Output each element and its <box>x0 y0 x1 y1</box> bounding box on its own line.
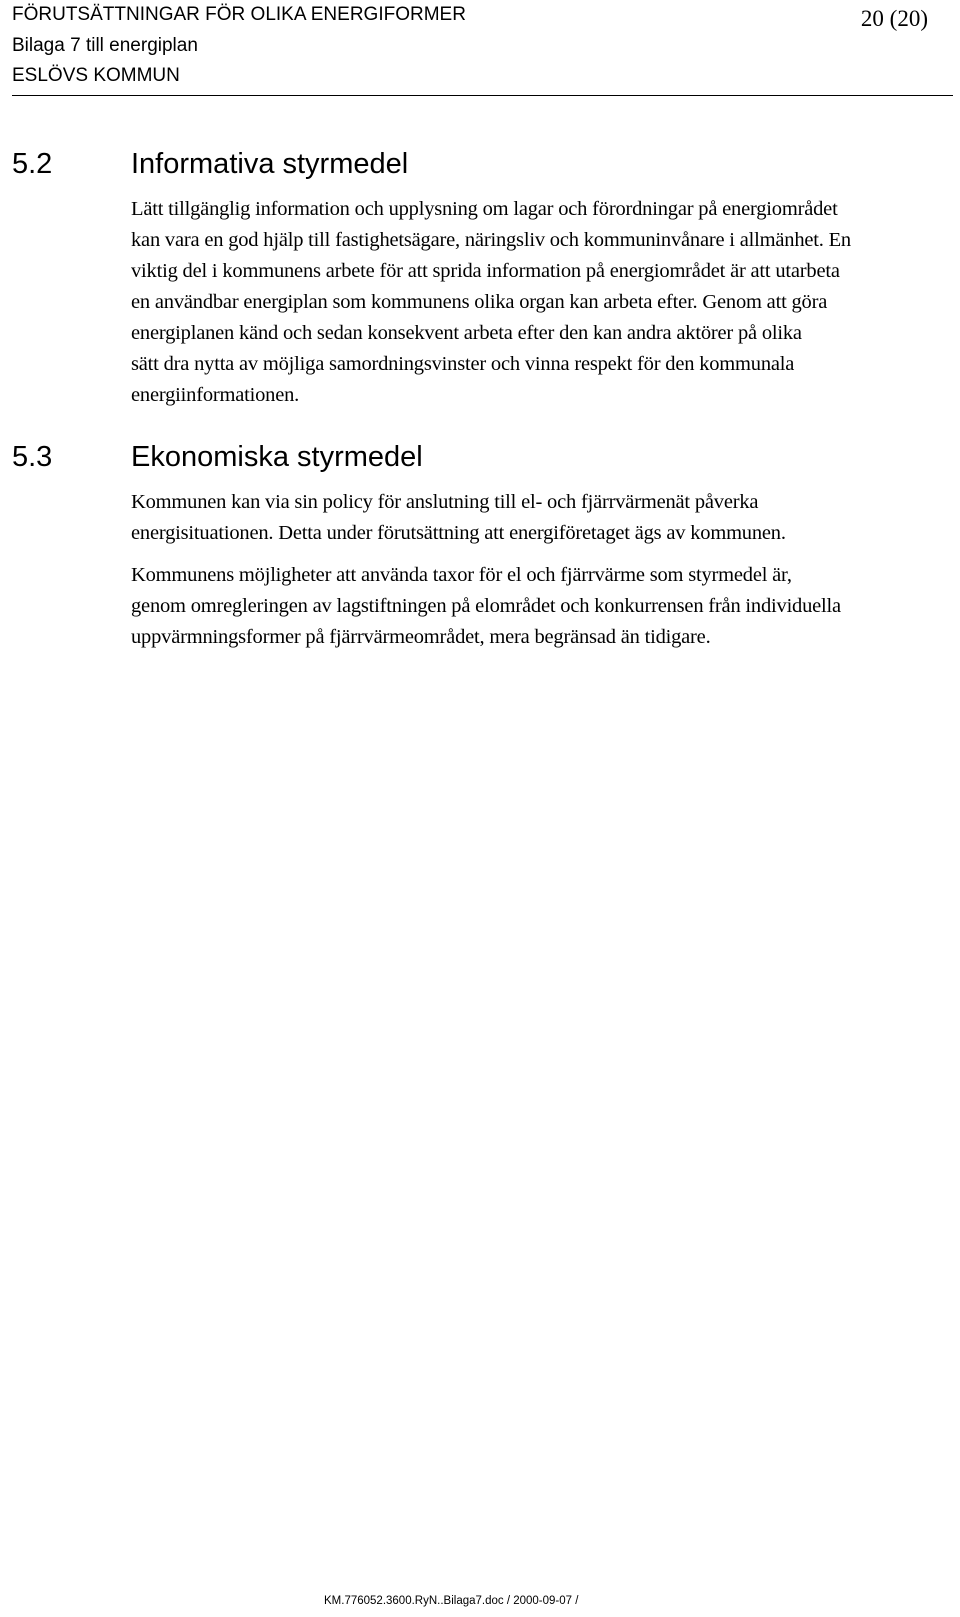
section-heading: Ekonomiska styrmedel <box>131 441 423 473</box>
text-line: energiplanen känd och sedan konsekvent arbeta efter den kan andra aktörer på olika <box>131 322 802 344</box>
section-number: 5.2 <box>12 148 53 180</box>
text-line: energiinformationen. <box>131 384 300 406</box>
text-line: Lätt tillgänglig information och upplysning om lagar och förordningar på energiområdet <box>131 198 838 220</box>
body-paragraph <box>131 487 951 549</box>
section-number: 5.3 <box>12 441 53 473</box>
text-line: Kommunens möjligheter att använda taxor för el och fjärrvärme som styrmedel är, <box>131 564 792 586</box>
text-line: uppvärmningsformer på fjärrvärmeområdet, mera begränsad än tidigare. <box>131 626 711 648</box>
text-line: kan vara en god hjälp till fastighetsägare, näringsliv och kommuninvånare i allmänhet. En <box>131 229 851 251</box>
body-paragraph <box>131 194 951 411</box>
footer-document-reference: KM.776052.3600.RyN..Bilaga7.doc / 2000-09-07 / <box>324 1595 579 1607</box>
page-number: 20 (20) <box>860 6 928 31</box>
document-title: FÖRUTSÄTTNINGAR FÖR OLIKA ENERGIFORMER <box>12 4 466 25</box>
text-line: viktig del i kommunens arbete för att sprida information på energiområdet är att utarbeta <box>131 260 840 282</box>
text-line: genom omregleringen av lagstiftningen på elområdet och konkurrensen från individuella <box>131 595 841 617</box>
section-heading: Informativa styrmedel <box>131 148 409 180</box>
organization-name: ESLÖVS KOMMUN <box>12 65 180 86</box>
text-line: en användbar energiplan som kommunens olika organ kan arbeta efter. Genom att göra <box>131 291 828 313</box>
text-line: energisituationen. Detta under förutsättning att energiföretaget ägs av kommunen. <box>131 522 786 544</box>
document-subtitle: Bilaga 7 till energiplan <box>12 35 198 56</box>
text-line: Kommunen kan via sin policy för anslutning till el- och fjärrvärmenät påverka <box>131 491 759 513</box>
header-divider <box>12 95 953 96</box>
body-paragraph <box>131 560 951 653</box>
text-line: sätt dra nytta av möjliga samordningsvinster och vinna respekt för den kommunala <box>131 353 795 375</box>
